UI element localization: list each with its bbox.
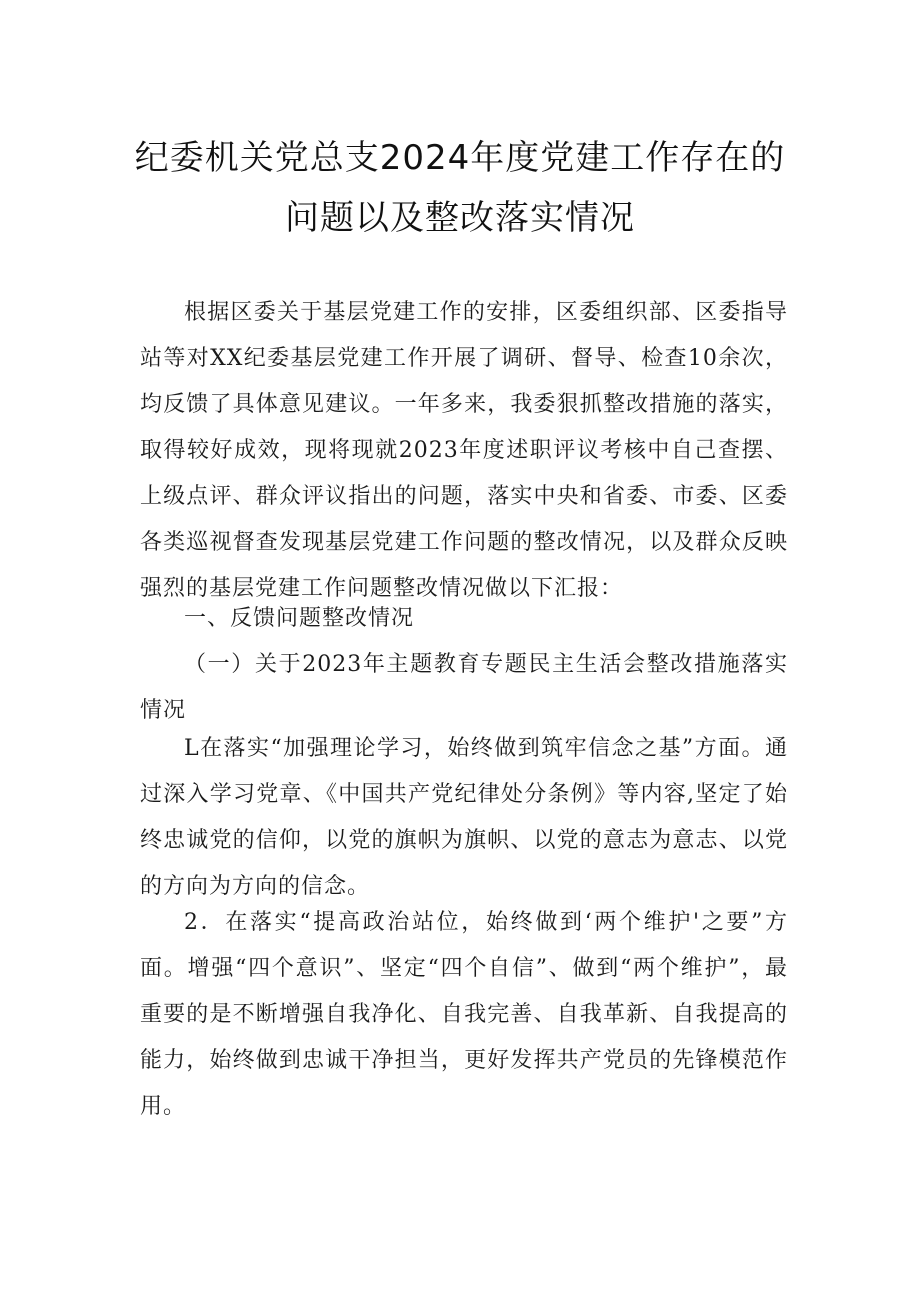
item-2-paragraph: 2．在落实“提高政治站位，始终做到‘两个维护'之要”方面。增强“四个意识”、坚定“四个自信”、做到“两个维护”，最重要的是不断增强自我净化、自我完善、自我革新、自我提高的能力，始终做到忠诚干净担当，更好发挥共产党员的先锋模范作用。	[140, 910, 788, 1119]
item-1-paragraph: L在落实“加强理论学习，始终做到筑牢信念之基”方面。通过深入学习党章、《中国共产党纪律处分条例》等内容,坚定了始终忠诚党的信仰，以党的旗帜为旗帜、以党的意志为意志、以党的方向为方向的信念。	[140, 736, 788, 899]
subsection-heading-1: （一）关于2023年主题教育专题民主生活会整改措施落实情况	[140, 652, 788, 723]
document-title-line-1: 纪委机关党总支2024年度党建工作存在的	[134, 138, 786, 178]
section-heading-1: 一、反馈问题整改情况	[184, 606, 415, 631]
document-title-line-2: 问题以及整改落实情况	[285, 198, 635, 238]
intro-paragraph: 根据区委关于基层党建工作的安排，区委组织部、区委指导站等对XX纪委基层党建工作开展了调研、督导、检查10余次，均反馈了具体意见建议。一年多来，我委狠抓整改措施的落实，取得较好成效，现将现就2023年度述职评议考核中自己查摆、上级点评、群众评议指出的问题，落实中央和省委、市委、区委各类巡视督查发现基层党建工作问题的整改情况，以及群众反映强烈的基层党建工作问题整改情况做以下汇报：	[140, 300, 788, 601]
